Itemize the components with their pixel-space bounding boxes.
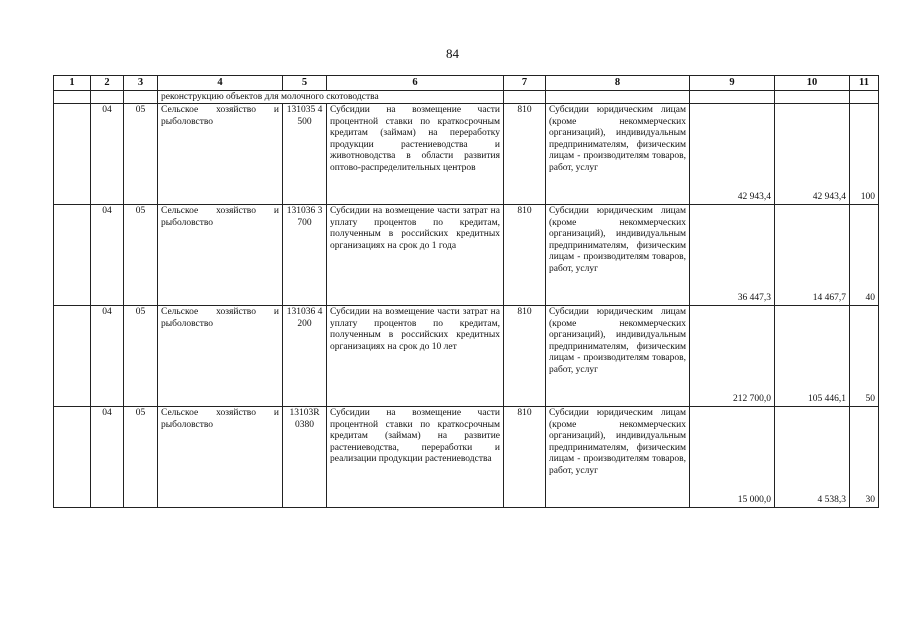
- expense-description: Субсидии на возмещение части затрат на уплату процентов по кредитам, полученным в российских кредитных организациях на срок до 1 года: [327, 205, 504, 306]
- expense-type-name: Субсидии юридическим лицам (кроме некоммерческих организаций), индивидуальным предпринимателям, физическим лицам - производителям товаров, работ, услуг: [546, 407, 690, 508]
- table-cell: [850, 91, 879, 104]
- column-header: 5: [283, 76, 327, 91]
- expense-type-code: 810: [504, 407, 546, 508]
- table-row: [54, 205, 879, 306]
- table-cell: [54, 91, 91, 104]
- column-header: 1: [54, 76, 91, 91]
- expense-type-name: Субсидии юридическим лицам (кроме некоммерческих организаций), индивидуальным предпринимателям, физическим лицам - производителям товаров, работ, услуг: [546, 205, 690, 306]
- table-cell: [124, 91, 158, 104]
- target-article-code: 131035 4500: [283, 104, 327, 205]
- actual-amount: 105 446,1: [775, 306, 850, 407]
- expense-description: Субсидии на возмещение части процентной ставки по краткосрочным кредитам (займам) на развитие растениеводства, переработки и реализации продукции растениеводства: [327, 407, 504, 508]
- table-cell: [690, 91, 775, 104]
- target-article-code: 131036 3700: [283, 205, 327, 306]
- expense-description: Субсидии на возмещение части процентной ставки по краткосрочным кредитам (займам) на переработку продукции растениеводства и животноводства в области развития оптово-распределительных центров: [327, 104, 504, 205]
- actual-amount: 14 467,7: [775, 205, 850, 306]
- section-name: Сельское хозяйство и рыболовство: [158, 407, 283, 508]
- expense-type-name: Субсидии юридическим лицам (кроме некоммерческих организаций), индивидуальным предпринимателям, физическим лицам - производителям товаров, работ, услуг: [546, 104, 690, 205]
- page-number: 84: [446, 46, 459, 61]
- target-article-code: 13103R 0380: [283, 407, 327, 508]
- table-cell: [91, 91, 124, 104]
- column-header: 10: [775, 76, 850, 91]
- subsection-code: 05: [124, 104, 158, 205]
- table-row: [54, 407, 879, 508]
- table-cell: [546, 91, 690, 104]
- actual-amount: 4 538,3: [775, 407, 850, 508]
- column-header: 3: [124, 76, 158, 91]
- target-article-code: 131036 4200: [283, 306, 327, 407]
- column-header: 2: [91, 76, 124, 91]
- execution-percent: 100: [850, 104, 879, 205]
- continuation-row: [54, 91, 879, 104]
- planned-amount: 42 943,4: [690, 104, 775, 205]
- continuation-text: реконструкцию объектов для молочного скотоводства: [158, 91, 504, 104]
- column-header: 4: [158, 76, 283, 91]
- section-name: Сельское хозяйство и рыболовство: [158, 205, 283, 306]
- column-header: 11: [850, 76, 879, 91]
- expense-type-code: 810: [504, 306, 546, 407]
- section-code: 04: [91, 407, 124, 508]
- row-number-cell: [54, 104, 91, 205]
- subsection-code: 05: [124, 407, 158, 508]
- execution-percent: 40: [850, 205, 879, 306]
- section-code: 04: [91, 205, 124, 306]
- row-number-cell: [54, 205, 91, 306]
- table-row: [54, 104, 879, 205]
- budget-table: [53, 75, 879, 508]
- expense-description: Субсидии на возмещение части затрат на уплату процентов по кредитам, полученным в российских кредитных организациях на срок до 10 лет: [327, 306, 504, 407]
- execution-percent: 50: [850, 306, 879, 407]
- column-header: 6: [327, 76, 504, 91]
- subsection-code: 05: [124, 306, 158, 407]
- planned-amount: 36 447,3: [690, 205, 775, 306]
- column-header: 8: [546, 76, 690, 91]
- section-code: 04: [91, 306, 124, 407]
- table-cell: [775, 91, 850, 104]
- table-cell: [504, 91, 546, 104]
- table-row: [54, 306, 879, 407]
- row-number-cell: [54, 306, 91, 407]
- actual-amount: 42 943,4: [775, 104, 850, 205]
- row-number-cell: [54, 407, 91, 508]
- column-header: 9: [690, 76, 775, 91]
- column-header: 7: [504, 76, 546, 91]
- header-row: [54, 76, 879, 91]
- section-code: 04: [91, 104, 124, 205]
- section-name: Сельское хозяйство и рыболовство: [158, 306, 283, 407]
- expense-type-code: 810: [504, 205, 546, 306]
- planned-amount: 212 700,0: [690, 306, 775, 407]
- expense-type-name: Субсидии юридическим лицам (кроме некоммерческих организаций), индивидуальным предпринимателям, физическим лицам - производителям товаров, работ, услуг: [546, 306, 690, 407]
- planned-amount: 15 000,0: [690, 407, 775, 508]
- section-name: Сельское хозяйство и рыболовство: [158, 104, 283, 205]
- subsection-code: 05: [124, 205, 158, 306]
- expense-type-code: 810: [504, 104, 546, 205]
- execution-percent: 30: [850, 407, 879, 508]
